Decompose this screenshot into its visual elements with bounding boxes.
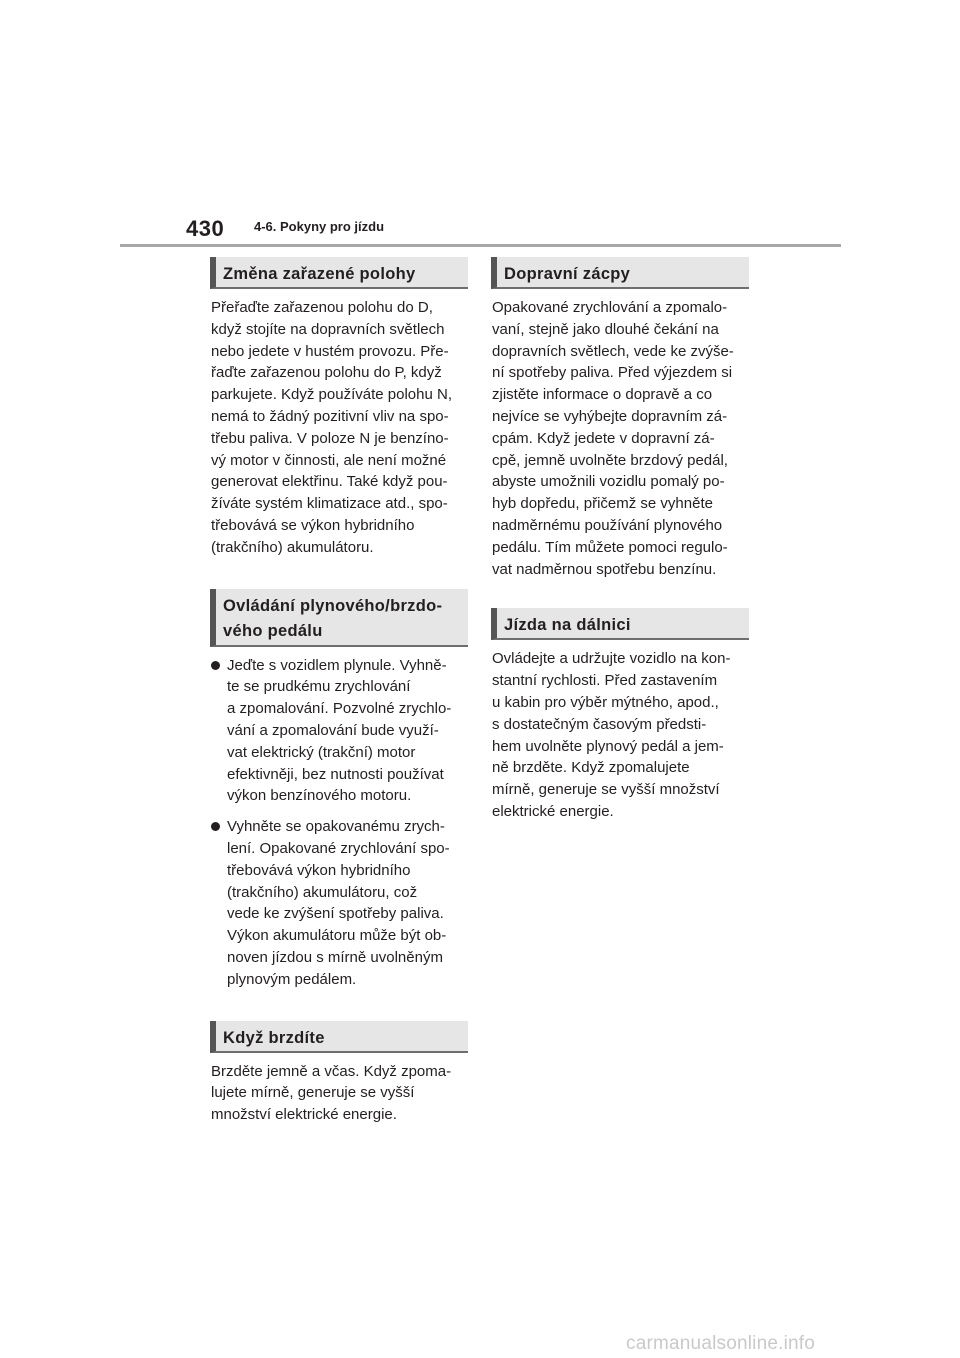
bullet-item-avoid-acceleration: Vyhněte se opakovanému zrych- lení. Opakované zrychlování spo- třebovává výkon hybridního (trakčního) akumulátoru, což vede ke zvýšení spotřeby paliva. Výkon akumulátoru může být ob- noven jízdou s mírně uvolněným plynovým pedálem. <box>210 816 468 990</box>
section-text-highway-driving: Ovládejte a udržujte vozidlo na kon- stantní rychlosti. Před zastavením u kabin pro výběr mýtného, apod., s dostatečným časovým předsti- hem uvolněte plynový pedál a jem- ně brzděte. Když zpomalujete mírně, generuje se vyšší množství elektrické energie. <box>492 650 731 820</box>
left-column <box>210 257 468 1126</box>
page-number: 430 <box>186 216 225 241</box>
section-heading-traffic-jams: Dopravní zácpy <box>491 257 749 289</box>
section-text-traffic-jams: Opakované zrychlování a zpomalo- vaní, stejně jako dlouhé čekání na dopravních světlech, vede ke zvýše- ní spotřeby paliva. Před výjezdem si zjistěte informace o dopravě a co nejvíce se vyhýbejte dopravním zá- cpám. Když jedete v dopravní zá- cpě, jemně uvolněte brzdový pedál, abyste umožnili vozidlu pomalý po- hyb dopředu, přičemž se vyhněte nadměrnému používání plynového pedálu. Tím můžete pomoci regulo- vat nadměrnou spotřebu benzínu. <box>492 299 734 578</box>
bullet-item-smooth-driving: Jeďte s vozidlem plynule. Vyhně- te se prudkému zrychlování a zpomalování. Pozvolné zrychlo- vání a zpomalování bude využí- vat elektrický (trakční) motor efektivněji, bez nutnosti používat výkon benzínového motoru. <box>210 655 468 808</box>
section-text-gear-position: Přeřaďte zařazenou polohu do D, když stojíte na dopravních světlech nebo jedete v hustém provozu. Pře- řaďte zařazenou polohu do P, když parkujete. Když používáte polohu N, nemá to žádný pozitivní vliv na spo- třebu paliva. V poloze N je benzíno- vý motor v činnosti, ale není možné generovat elektřinu. Také když pou- žíváte systém klimatizace atd., spo- třebovává se výkon hybridního (trakčního) akumulátoru. <box>211 299 452 556</box>
section-text-braking: Brzděte jemně a včas. Když zpoma- lujete mírně, generuje se vyšší množství elektrické energie. <box>211 1062 452 1124</box>
section-heading-braking: Když brzdíte <box>210 1021 468 1053</box>
right-column <box>491 257 749 823</box>
watermark: carmanualsonline.info <box>626 1333 816 1354</box>
section-heading-highway-driving: Jízda na dálnici <box>491 608 749 640</box>
section-heading-gear-position: Změna zařazené polohy <box>210 257 468 289</box>
chapter-title: 4-6. Pokyny pro jízdu <box>254 219 385 234</box>
section-heading-pedal-control: Ovládání plynového/brzdo- vého pedálu <box>210 589 468 647</box>
header-divider <box>120 244 841 247</box>
